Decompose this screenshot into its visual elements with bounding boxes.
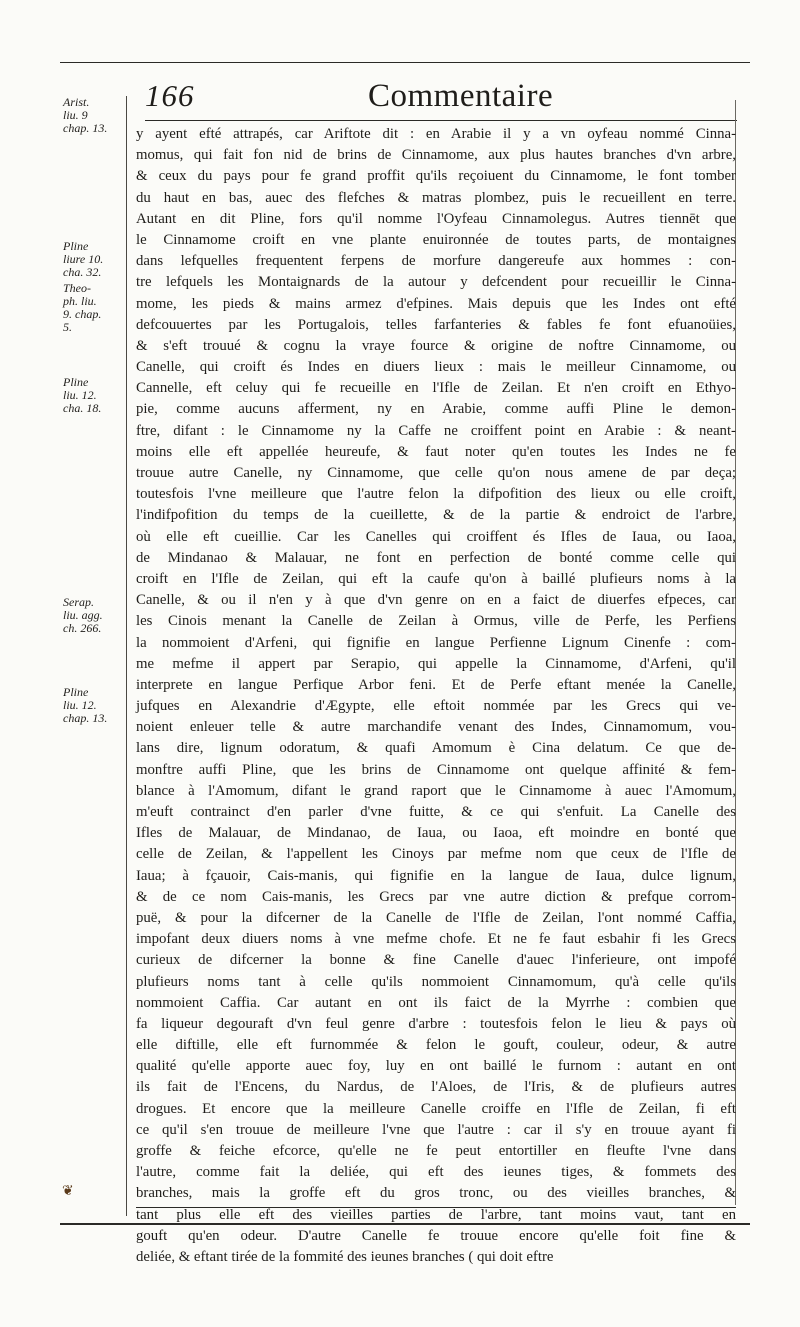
text-line: la nommoient d'Arfeni, qui fignifie en langue Perfienne Lignum Cinenfe : com-	[136, 634, 736, 651]
margin-note-line: liure 10.	[63, 252, 104, 266]
text-line: croift en l'Ifle de Zeilan, qui eft la caufe qu'on à baillé plufieurs noms à la	[136, 570, 736, 587]
text-line: jufques en Alexandrie d'Ægypte, elle eftoit nommée par les Grecs qui ve-	[136, 698, 736, 715]
text-line: & ceux du pays pour fe grand proffit qu'ils reçoiuent du Cinnamome, le font tomber	[136, 168, 736, 185]
text-line: celle de Zeilan, & l'appellent les Cinoys par mefme nom que ceux de l'Ifle de	[136, 846, 736, 863]
text-line: tant plus elle eft des vieilles parties de l'arbre, tant moins vaut, tant en	[136, 1206, 736, 1223]
text-line: me mefme il appert par Serapio, qui appelle la Cinnamome, d'Arfeni, qu'il	[136, 655, 736, 672]
text-line: elle diftille, elle eft furnommée & felon le gouft, couleur, odeur, & autre	[136, 1037, 736, 1054]
text-line: groffe & feiche efcorce, qu'elle ne fe peut entortiller en fleufte l'vne dans	[136, 1143, 736, 1159]
margin-note-line: liu. 12.	[63, 388, 97, 402]
text-line: & de ce nom Cais-manis, les Grecs par vne autre diction & prefque corrom-	[136, 888, 736, 905]
text-line: nommoient Caffia. Car autant en ont ils faict de la Myrrhe : combien que	[136, 994, 736, 1011]
text-line: monftre auffi Pline, que les brins de Cinnamome ont quelque affinité & fem-	[136, 761, 736, 778]
margin-note-line: cha. 32.	[63, 265, 102, 279]
page-header	[145, 78, 745, 124]
text-line: de Mindanao & Malauar, ne font en perfection de bonté comme celle qui	[136, 549, 736, 566]
text-line: defcouuertes par les Portugalois, telles farfanteries & fables fe font efuanoüies,	[136, 316, 736, 333]
text-line: fa liqueur degouraft d'vn feul genre d'arbre : toutesfois felon le lieu & pays où	[136, 1015, 736, 1032]
margin-note-line: chap. 13.	[63, 121, 108, 135]
margin-note-line: chap. 13.	[63, 711, 108, 725]
text-line: noient enleuer telle & autre marchandife venant des Indes, Cinnamomum, vou-	[136, 719, 736, 736]
header-rule	[145, 120, 737, 121]
margin-note-line: Pline	[63, 685, 89, 699]
margin-note-line: liu. 9	[63, 108, 88, 122]
text-line: ftre, difant : le Cinnamome ny la Caffe ne croiffent point en Arabie : & neant-	[136, 422, 736, 439]
margin-note	[63, 376, 125, 415]
text-line: les Cinois menant la Canelle de Zeilan à Ormus, ville de Perfe, les Perfiens	[136, 613, 736, 630]
margin-note-line: liu. agg.	[63, 608, 103, 622]
text-line: lans dire, lignum odoratum, & quafi Amomum è Cina delatum. Ce que de-	[136, 740, 736, 757]
text-line: Autant en dit Pline, fors qu'il nomme l'Oyfeau Cinnamolegus. Autres tiennēt que	[136, 210, 736, 227]
text-line: gouft qu'en odeur. D'autre Canelle fe trouue encore qu'elle foit fine &	[136, 1227, 736, 1244]
margin-note-line: ph. liu.	[63, 294, 97, 308]
text-line: l'autre, comme fait la deliée, qui eft des ieunes tiges, & fommets des	[136, 1164, 736, 1181]
text-line: mome, les pieds & mains armez d'efpines. Mais depuis que les Indes ont efté	[136, 295, 736, 312]
text-line: l'indifpofition du temps de la cueillette, & de la partie & endroict de l'arbre,	[136, 507, 736, 524]
text-line: moins elle eft appellée heureufe, & faut noter qu'en toutes les Indes ne fe	[136, 443, 736, 460]
margin-note-line: Serap.	[63, 595, 94, 609]
text-line: curieux de difcerner la bonne & fine Canelle d'auec l'inferieure, ont impofé	[136, 952, 736, 969]
margin-note-line: cha. 18.	[63, 401, 102, 415]
text-line: Canelle, & ou il n'en y à que d'vn genre on en a faict de diuerfes efpeces, car	[136, 592, 736, 609]
running-title: Commentaire	[368, 78, 554, 114]
margin-note-line: 9. chap.	[63, 307, 102, 321]
text-line: y ayent efté attrapés, car Ariftote dit : en Arabie il y a vn oyfeau nommé Cinna-	[136, 126, 736, 142]
text-line: du haut en bas, auec des flefches & matras plombez, puis le recueillent en terre.	[136, 189, 736, 206]
text-line: interprete en langue Perfique Arbor feni. Et de Perfe eftant menée la Canelle,	[136, 676, 736, 693]
margin-note-line: Theo-	[63, 281, 91, 295]
text-line: momus, qui fait fon nid de brins de Cinnamome, aux plus hautes branches d'vn arbre,	[136, 147, 736, 164]
text-line: ce qu'il s'en trouue de meilleure l'vne que l'autre : car il s'y en trouue ayant fi	[136, 1121, 736, 1138]
body-text	[136, 124, 736, 1265]
text-line: pie, comme aucuns afferment, ny en Arabie, comme auffi Pline le demon-	[136, 401, 736, 418]
text-line: le Cinnamome croift en vne plante enuironnée de toutes parts, de montaignes	[136, 231, 736, 248]
margin-note-line: ch. 266.	[63, 621, 102, 635]
fleuron-icon: ❦	[62, 1184, 74, 1199]
margin-note	[63, 686, 125, 725]
text-line: ils fait de l'Encens, du Nardus, de l'Aloes, de l'Iris, & de plufieurs autres	[136, 1079, 736, 1096]
bottom-rule	[136, 1207, 736, 1208]
margin-divider	[126, 96, 127, 1216]
text-line: tre lefquels les Montaignards de la autour y defcendent pour recueillir le Cinna-	[136, 274, 736, 291]
text-line: trouue autre Canelle, ny Cinnamome, que celle qu'on nous amene de par deça;	[136, 465, 736, 481]
text-line: toutesfois l'vne meilleure que l'autre felon la difpofition des lieux ou elle croift,	[136, 486, 736, 503]
margin-note-line: Pline	[63, 239, 89, 253]
text-line: blance à l'Amomum, difant le grand raport que le Cinnamome à auec l'Amomum,	[136, 782, 736, 799]
text-line: Ifles de Malauar, de Mindanao, de Iaua, ou Iaoa, eft moindre en bonté que	[136, 825, 736, 842]
text-line: Iaua; à fçauoir, Cais-manis, qui fignifie en la langue de Iaua, dulce lignum,	[136, 867, 736, 884]
text-line: drogues. Et encore que la meilleure Canelle croiffe en l'Ifle de Zeilan, fi eft	[136, 1100, 736, 1117]
text-line: puë, & pour la difcerner de la Canelle de l'Ifle de Zeilan, l'ont nommé Caffia,	[136, 909, 736, 926]
margin-note-line: 5.	[63, 320, 72, 334]
margin-note	[63, 240, 125, 279]
text-line: plufieurs noms tant à celle qu'ils nommoient Cinnamomum, qu'à celle qu'ils	[136, 973, 736, 990]
margin-note	[63, 282, 125, 334]
text-line: & s'eft trouué & cognu la vraye fource & origine de noftre Cinnamome, ou	[136, 337, 736, 354]
text-line: m'euft contrainct d'en parler d'vne fuitte, & ce qui s'enfuit. La Canelle des	[136, 804, 736, 820]
text-line: impofant deux diuers noms à vne mefme chofe. Et ne fe faut esbahir fi les Grecs	[136, 931, 736, 948]
text-line: où elle eft cueillie. Car les Canelles qui croiffent és Ifles de Iaua, ou Iaoa,	[136, 528, 736, 545]
margin-note	[63, 96, 125, 135]
margin-note-line: liu. 12.	[63, 698, 97, 712]
page-number: 166	[145, 78, 195, 113]
text-line: Cannelle, eft celuy qui fe recueille en l'Ifle de Zeilan. Et n'en croift en Ethyo-	[136, 380, 736, 397]
text-line: branches, mais la groffe eft du gros tronc, ou des vieilles branches, &	[136, 1185, 736, 1202]
margin-note	[63, 596, 125, 635]
text-line: Canelle, qui croift és Indes en diuers lieux : mais le meilleur Cinnamome, ou	[136, 359, 736, 376]
text-line: deliée, & eftant tirée de la fommité des ieunes branches ( qui doit eftre	[136, 1248, 554, 1265]
margin-note-line: Pline	[63, 375, 89, 389]
text-line: qualité qu'elle apporte auec foy, luy en ont baillé le furnom : autant en ont	[136, 1058, 736, 1075]
text-line: dans lefquelles frequentent ferpens de morfure dangereufe aux hommes : con-	[136, 253, 736, 270]
margin-note-line: Arist.	[63, 95, 90, 109]
